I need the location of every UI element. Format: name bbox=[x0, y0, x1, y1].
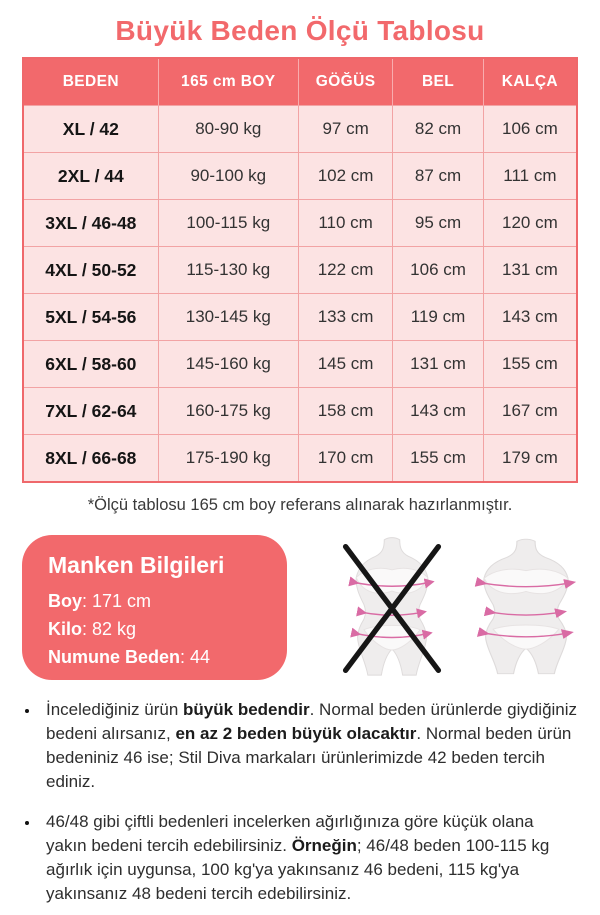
size-cell-value: 179 cm bbox=[484, 435, 576, 481]
size-cell-value: 133 cm bbox=[299, 294, 393, 341]
size-cell-value: 145-160 kg bbox=[159, 341, 299, 388]
size-cell-value: 155 cm bbox=[393, 435, 484, 481]
size-cell-value: 87 cm bbox=[393, 153, 484, 200]
measured-figure-illustration bbox=[474, 535, 578, 680]
size-table-row bbox=[24, 153, 576, 200]
size-table-row bbox=[24, 200, 576, 247]
size-table bbox=[22, 57, 578, 483]
size-table-row bbox=[24, 388, 576, 435]
size-table-row bbox=[24, 247, 576, 294]
size-table-header-cell: BEDEN bbox=[24, 59, 159, 106]
size-cell-value: 160-175 kg bbox=[159, 388, 299, 435]
size-cell-value: 175-190 kg bbox=[159, 435, 299, 481]
size-cell-value: 145 cm bbox=[299, 341, 393, 388]
size-table-header-cell: BEL bbox=[393, 59, 484, 106]
model-info-line: Numune Beden: 44 bbox=[48, 647, 211, 667]
size-cell-value: 90-100 kg bbox=[159, 153, 299, 200]
size-table-row bbox=[24, 341, 576, 388]
size-table-header-cell: KALÇA bbox=[484, 59, 576, 106]
page-title: Büyük Beden Ölçü Tablosu bbox=[115, 15, 485, 46]
size-cell-value: 122 cm bbox=[299, 247, 393, 294]
figure-illustrations bbox=[287, 535, 578, 680]
size-cell-value: 102 cm bbox=[299, 153, 393, 200]
size-cell-value: 119 cm bbox=[393, 294, 484, 341]
note-item: • 46/48 gibi çiftli bedenleri incelerken ağırlığınıza göre küçük olana yakın bedeni tercih edebilirsiniz. Örneğin; 46/48 beden 100-115 kg ağırlık için uygunsa, 100 kg'ya yakınsanız 46 bedeni, 115 kg'ya yakınsanız 48 bedeni tercih edebilirsiniz. bbox=[40, 810, 578, 906]
table-footnote: *Ölçü tablosu 165 cm boy referans alınarak hazırlanmıştır. bbox=[87, 496, 513, 514]
size-cell-value: 110 cm bbox=[299, 200, 393, 247]
size-cell-value: 131 cm bbox=[484, 247, 576, 294]
size-cell-value: 111 cm bbox=[484, 153, 576, 200]
size-cell-beden: 4XL / 50-52 bbox=[24, 247, 159, 294]
size-cell-beden: 2XL / 44 bbox=[24, 153, 159, 200]
size-table-row bbox=[24, 106, 576, 153]
size-cell-value: 155 cm bbox=[484, 341, 576, 388]
size-cell-beden: 7XL / 62-64 bbox=[24, 388, 159, 435]
size-table-row bbox=[24, 435, 576, 481]
size-cell-value: 115-130 kg bbox=[159, 247, 299, 294]
size-table-header-cell: GÖĞÜS bbox=[299, 59, 393, 106]
size-cell-value: 82 cm bbox=[393, 106, 484, 153]
size-table-body bbox=[24, 106, 576, 481]
size-table-header-cell: 165 cm BOY bbox=[159, 59, 299, 106]
note-item: • İncelediğiniz ürün büyük bedendir. Normal beden ürünlerde giydiğiniz bedeni alırsanız, en az 2 beden büyük olacaktır. Normal beden ürün bedeniniz 46 ise; Stil Diva markaları ürünlerimizde 42 beden tercih ediniz. bbox=[40, 698, 578, 794]
size-cell-value: 143 cm bbox=[484, 294, 576, 341]
size-chart-page bbox=[0, 15, 600, 915]
size-cell-value: 106 cm bbox=[484, 106, 576, 153]
model-info-line: Boy: 171 cm bbox=[48, 591, 152, 611]
size-cell-value: 80-90 kg bbox=[159, 106, 299, 153]
size-cell-beden: 5XL / 54-56 bbox=[24, 294, 159, 341]
size-cell-value: 95 cm bbox=[393, 200, 484, 247]
size-cell-value: 170 cm bbox=[299, 435, 393, 481]
notes-list bbox=[22, 698, 578, 906]
size-cell-beden: XL / 42 bbox=[24, 106, 159, 153]
model-info-title: Manken Bilgileri bbox=[48, 552, 225, 578]
size-cell-value: 106 cm bbox=[393, 247, 484, 294]
model-info-section bbox=[22, 535, 578, 680]
size-cell-value: 143 cm bbox=[393, 388, 484, 435]
size-cell-value: 130-145 kg bbox=[159, 294, 299, 341]
size-cell-value: 100-115 kg bbox=[159, 200, 299, 247]
body-silhouette bbox=[482, 539, 570, 673]
size-cell-value: 131 cm bbox=[393, 341, 484, 388]
size-cell-beden: 8XL / 66-68 bbox=[24, 435, 159, 481]
size-cell-value: 97 cm bbox=[299, 106, 393, 153]
size-cell-value: 120 cm bbox=[484, 200, 576, 247]
size-cell-beden: 6XL / 58-60 bbox=[24, 341, 159, 388]
size-cell-value: 167 cm bbox=[484, 388, 576, 435]
model-info-card bbox=[22, 535, 287, 680]
bra-shape bbox=[484, 569, 568, 593]
model-info-lines bbox=[48, 587, 277, 671]
size-table-row bbox=[24, 294, 576, 341]
model-info-line: Kilo: 82 kg bbox=[48, 619, 137, 639]
size-cell-value: 158 cm bbox=[299, 388, 393, 435]
size-table-header-row bbox=[24, 59, 576, 106]
size-cell-beden: 3XL / 46-48 bbox=[24, 200, 159, 247]
crossed-figure-illustration bbox=[336, 535, 448, 680]
